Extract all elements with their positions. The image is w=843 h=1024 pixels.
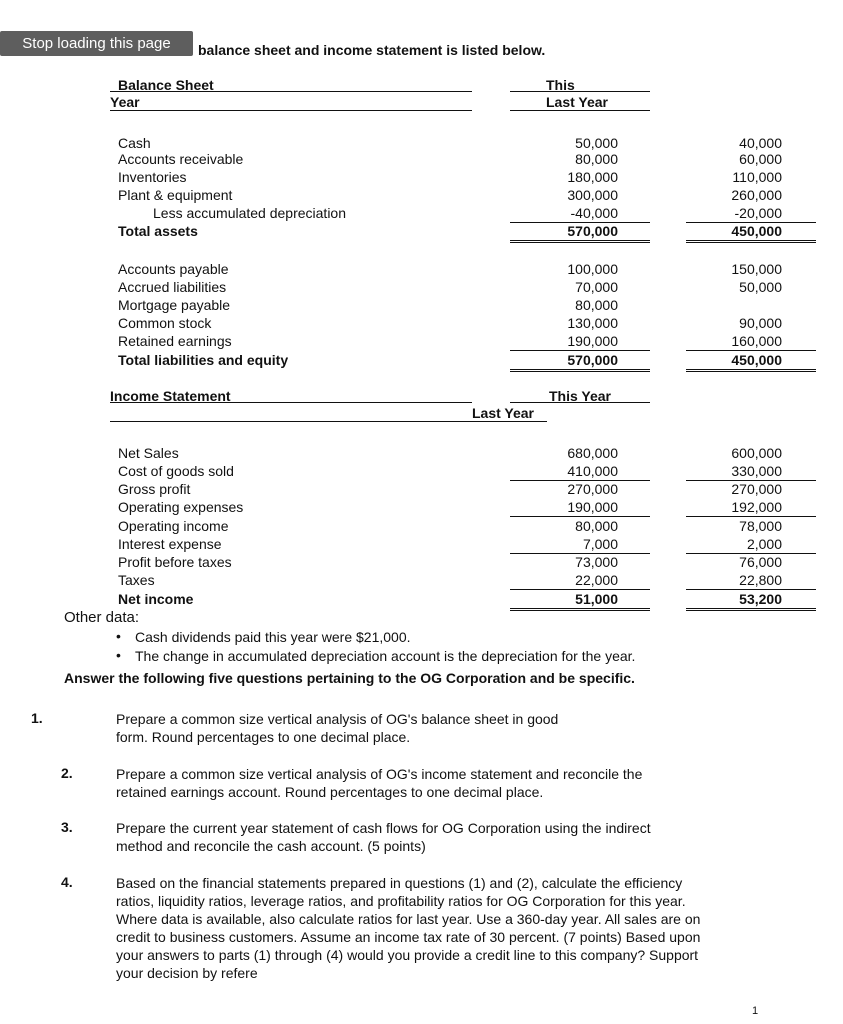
asset-label: Accounts receivable bbox=[118, 151, 244, 167]
question-number: 3. bbox=[61, 819, 73, 835]
header-rule bbox=[110, 421, 547, 422]
net-income-label: Net income bbox=[118, 591, 194, 607]
header-rule bbox=[110, 402, 472, 403]
total-assets-last: 450,000 bbox=[686, 222, 816, 243]
total-liabilities-last: 450,000 bbox=[686, 351, 816, 372]
total-assets-this: 570,000 bbox=[510, 222, 650, 243]
question-text: Prepare a common size vertical analysis of OG's balance sheet in good form. Round percentages to one decimal place. bbox=[116, 711, 559, 745]
total-liabilities-label: Total liabilities and equity bbox=[118, 352, 289, 368]
total-liabilities-this: 570,000 bbox=[510, 351, 650, 372]
liability-this: 190,000 bbox=[510, 332, 650, 351]
net-income-last: 53,200 bbox=[686, 590, 816, 611]
other-data-bullet: The change in accumulated depreciation account is the depreciation for the year. bbox=[135, 648, 636, 664]
liability-this: 100,000 bbox=[567, 261, 618, 277]
liability-label: Common stock bbox=[118, 315, 212, 331]
liability-last: 50,000 bbox=[739, 279, 782, 295]
net-income-this: 51,000 bbox=[510, 590, 650, 611]
income-statement-title: Income Statement bbox=[110, 388, 231, 404]
is-row-this: 410,000 bbox=[510, 462, 650, 481]
is-row-this: 22,000 bbox=[510, 571, 650, 590]
is-row-label: Net Sales bbox=[118, 445, 179, 461]
header-rule bbox=[110, 110, 472, 111]
is-row-label: Interest expense bbox=[118, 536, 222, 552]
intro-text: balance sheet and income statement is listed below. bbox=[198, 42, 546, 58]
liability-label: Accrued liabilities bbox=[118, 279, 227, 295]
liability-this: 70,000 bbox=[575, 279, 618, 295]
liability-label: Accounts payable bbox=[118, 261, 229, 277]
is-row-this: 270,000 bbox=[567, 481, 618, 497]
is-row-last: 600,000 bbox=[731, 445, 782, 461]
question-number: 1. bbox=[31, 710, 43, 726]
is-row-last: 78,000 bbox=[739, 518, 782, 534]
liability-label: Mortgage payable bbox=[118, 297, 231, 313]
is-col-this-label: This Year bbox=[549, 388, 612, 404]
header-rule bbox=[510, 402, 650, 403]
is-row-label: Profit before taxes bbox=[118, 554, 232, 570]
asset-label: Plant & equipment bbox=[118, 187, 233, 203]
is-row-this: 7,000 bbox=[510, 535, 650, 554]
asset-this: 80,000 bbox=[575, 151, 618, 167]
asset-last: 60,000 bbox=[739, 151, 782, 167]
liability-last: 160,000 bbox=[686, 332, 816, 351]
balance-sheet-title: Balance Sheet bbox=[118, 77, 214, 93]
year-label: Year bbox=[110, 94, 140, 110]
liability-last: 150,000 bbox=[731, 261, 782, 277]
asset-last: -20,000 bbox=[686, 204, 816, 223]
is-row-label: Operating income bbox=[118, 518, 229, 534]
question-text: Based on the financial statements prepared in questions (1) and (2), calculate the efficiency ratios, liquidity ratios, leverage ratios, and profitability ratios for OG Corporation for this year. Where data is available, also calculate ratios for last year. Use a 360-day year. All sales are on credit to business customers. Assume an income tax rate of 30 percent. (7 points) Based upon your answers to parts (1) through (4) would you provide a credit line to this company? Support your decision by refere bbox=[116, 875, 701, 981]
is-row-this: 80,000 bbox=[575, 518, 618, 534]
is-row-last: 192,000 bbox=[686, 498, 816, 517]
asset-label: Inventories bbox=[118, 169, 187, 185]
header-rule bbox=[510, 91, 650, 92]
is-row-label: Taxes bbox=[118, 572, 155, 588]
asset-this: 300,000 bbox=[567, 187, 618, 203]
page-number: 1 bbox=[752, 1005, 759, 1017]
is-row-last: 330,000 bbox=[686, 462, 816, 481]
header-rule bbox=[510, 110, 650, 111]
other-data-bullet: Cash dividends paid this year were $21,000. bbox=[135, 629, 411, 645]
col-this-label: This bbox=[546, 77, 575, 93]
is-row-last: 270,000 bbox=[731, 481, 782, 497]
liability-this: 80,000 bbox=[575, 297, 618, 313]
asset-label: Cash bbox=[118, 135, 151, 151]
asset-last: 110,000 bbox=[732, 169, 782, 185]
asset-this: 180,000 bbox=[567, 169, 618, 185]
question-text: Prepare the current year statement of cash flows for OG Corporation using the indirect method and reconcile the cash account. (5 points) bbox=[116, 820, 651, 854]
asset-last: 260,000 bbox=[731, 187, 782, 203]
is-row-this: 680,000 bbox=[567, 445, 618, 461]
bullet-icon: • bbox=[116, 647, 121, 663]
col-last-label: Last Year bbox=[546, 94, 609, 110]
instruction-text: Answer the following five questions pertaining to the OG Corporation and be specific. bbox=[64, 670, 635, 686]
is-col-last-label: Last Year bbox=[472, 405, 535, 421]
stop-loading-button[interactable]: Stop loading this page bbox=[0, 31, 193, 56]
is-row-last: 2,000 bbox=[686, 535, 816, 554]
is-row-this: 190,000 bbox=[510, 498, 650, 517]
asset-this: -40,000 bbox=[510, 204, 650, 223]
is-row-label: Gross profit bbox=[118, 481, 191, 497]
asset-label: Less accumulated depreciation bbox=[153, 205, 347, 221]
is-row-last: 76,000 bbox=[739, 554, 782, 570]
header-rule bbox=[110, 91, 472, 92]
is-row-label: Cost of goods sold bbox=[118, 463, 234, 479]
is-row-label: Operating expenses bbox=[118, 499, 244, 515]
question-number: 4. bbox=[61, 874, 73, 890]
is-row-last: 22,800 bbox=[686, 571, 816, 590]
asset-this: 50,000 bbox=[575, 135, 618, 151]
other-data-title: Other data: bbox=[64, 609, 140, 626]
is-row-this: 73,000 bbox=[575, 554, 618, 570]
liability-label: Retained earnings bbox=[118, 333, 232, 349]
liability-this: 130,000 bbox=[567, 315, 618, 331]
question-text: Prepare a common size vertical analysis of OG's income statement and reconcile the retained earnings account. Round percentages to one decimal place. bbox=[116, 766, 643, 800]
question-number: 2. bbox=[61, 765, 73, 781]
liability-last: 90,000 bbox=[739, 315, 782, 331]
bullet-icon: • bbox=[116, 628, 121, 644]
asset-last: 40,000 bbox=[739, 135, 782, 151]
total-assets-label: Total assets bbox=[118, 223, 198, 239]
